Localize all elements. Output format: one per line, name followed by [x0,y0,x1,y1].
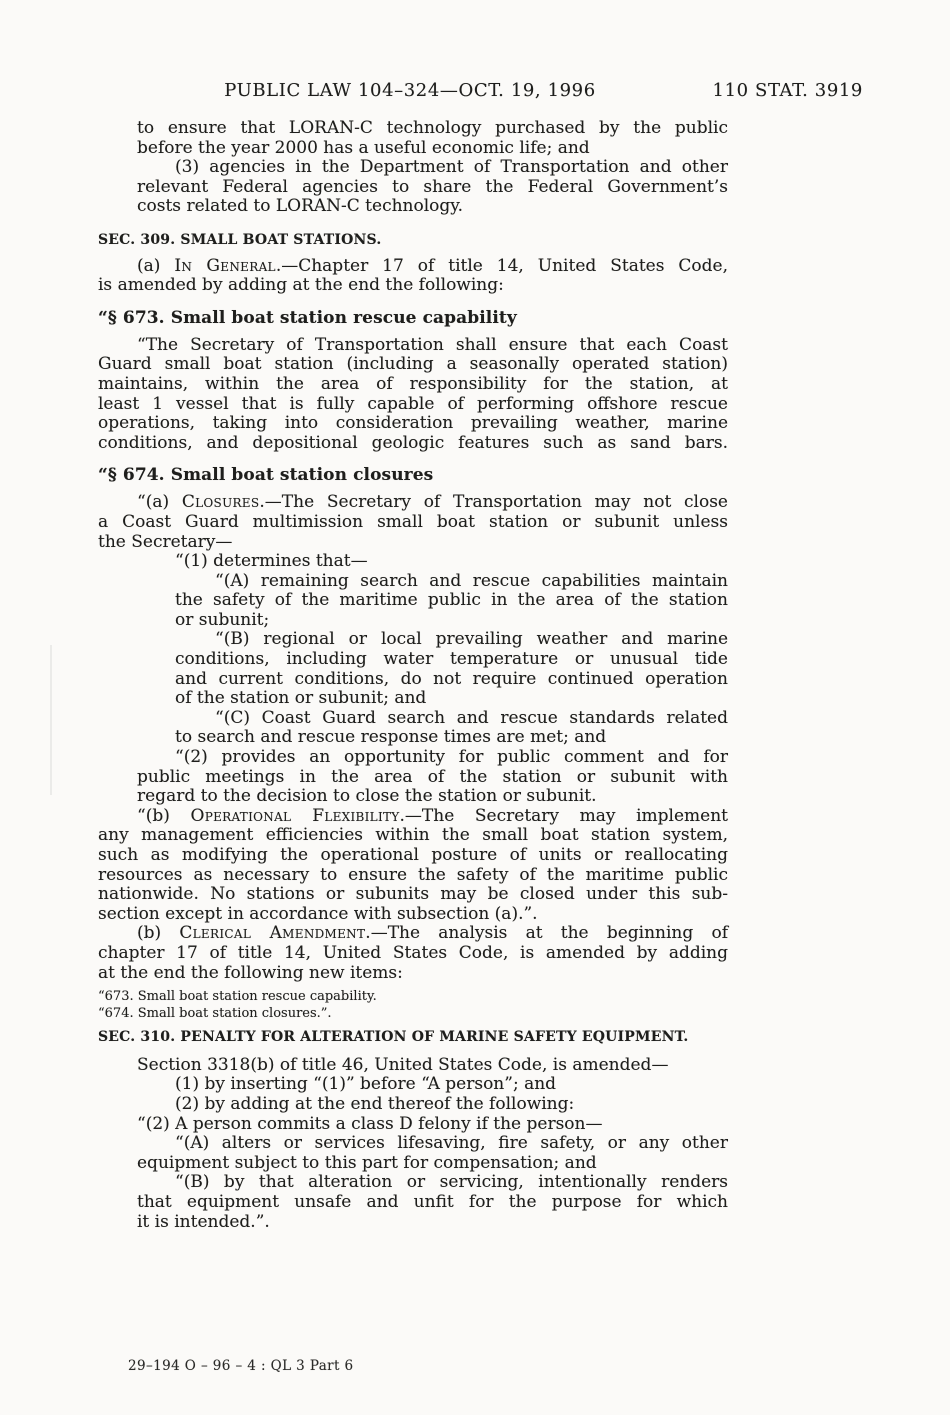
text-line: the Secretary— [98,531,233,552]
text-line: of the station or subunit; and [175,688,427,709]
text-line: that equipment unsafe and unfit for the purpose for which [137,1191,728,1212]
enum-label: “(b) [137,805,191,826]
text-line [137,924,728,944]
text-line: section except in accordance with subsection (a).”. [98,903,538,924]
text-line: to search and rescue response times are met; and [175,727,607,748]
analysis-item: “673. Small boat station rescue capability. [98,989,377,1005]
text-line: and current conditions, do not require continued operation [175,668,728,689]
sec-310-heading: SEC. 310. PENALTY FOR ALTERATION OF MARINE SAFETY EQUIPMENT. [98,1029,689,1046]
text-line: least 1 vessel that is fully capable of performing offshore rescue [98,393,728,414]
small-caps-term: Clerical Amendment [179,923,366,944]
text-line: public meetings in the area of the station or subunit with [137,766,728,787]
text-line: Section 3318(b) of title 46, United States Code, is amended— [137,1054,669,1075]
text-line: (2) by adding at the end thereof the following: [175,1093,575,1114]
line-text: .—The Secretary of Transportation may not close [259,492,728,513]
running-header-stat-number: 110 STAT. 3919 [712,80,863,101]
sec-309-heading: SEC. 309. SMALL BOAT STATIONS. [98,231,382,248]
text-line: “(A) remaining search and rescue capabilities maintain [215,570,728,591]
text-line: resources as necessary to ensure the safety of the maritime public [98,864,728,885]
text-line [137,807,728,827]
text-line: is amended by adding at the end the following: [98,275,504,296]
statute-body [98,119,728,1232]
text-line: or subunit; [175,609,270,630]
text-line: at the end the following new items: [98,962,403,983]
text-line [137,493,728,513]
text-line: a Coast Guard multimission small boat station or subunit unless [98,511,728,532]
text-line: chapter 17 of title 14, United States Code, is amended by adding [98,942,728,963]
text-line: relevant Federal agencies to share the Federal Government’s [137,176,728,197]
text-line: regard to the decision to close the station or subunit. [137,786,597,807]
text-line: before the year 2000 has a useful economic life; and [137,137,590,158]
small-caps-term: In General [174,255,276,276]
enum-label: “(a) [137,492,182,513]
text-line: conditions, including water temperature or unusual tide [175,649,728,670]
text-line: “(A) alters or services lifesaving, fire safety, or any other [175,1133,728,1154]
text-line: any management efficiencies within the small boat station system, [98,825,728,846]
text-line: to ensure that LORAN-C technology purchased by the public [137,118,728,138]
text-line: nationwide. No stations or subunits may be closed under this sub- [98,884,728,905]
line-text: .—The Secretary may implement [399,805,729,826]
text-line: (1) by inserting “(1)” before “A person”; and [175,1074,557,1095]
usc-674-heading: “§ 674. Small boat station closures [98,465,434,486]
text-line: “(1) determines that— [175,551,368,572]
text-line: costs related to LORAN-C technology. [137,196,464,217]
text-line: (3) agencies in the Department of Transportation and other [175,157,728,178]
small-caps-term: Operational Flexibility [190,805,400,826]
text-line: maintains, within the area of responsibility for the station, at [98,373,728,394]
text-line: the safety of the maritime public in the area of the station [175,590,728,611]
gpo-imprint-line: 29–194 O – 96 – 4 : QL 3 Part 6 [128,1358,354,1374]
text-line: “(B) regional or local prevailing weather and marine [215,629,728,650]
small-caps-term: Closures [181,492,260,513]
text-line: “(2) A person commits a class D felony if the person— [137,1113,603,1134]
running-header-law-title: PUBLIC LAW 104–324—OCT. 19, 1996 [224,80,596,101]
text-line: equipment subject to this part for compensation; and [137,1152,597,1173]
text-line: “(C) Coast Guard search and rescue standards related [215,707,728,728]
text-line: Guard small boat station (including a seasonally operated station) [98,354,728,375]
text-line: it is intended.”. [137,1211,270,1232]
text-line: “The Secretary of Transportation shall ensure that each Coast [137,334,728,355]
chapter-analysis-items [98,988,728,1022]
usc-673-heading: “§ 673. Small boat station rescue capability [98,307,517,328]
line-text: .—Chapter 17 of title 14, United States Code, [275,255,728,276]
analysis-item: “674. Small boat station closures.”. [98,1006,332,1022]
enum-label: (b) [137,923,180,944]
text-line: such as modifying the operational posture of units or reallocating [98,845,728,865]
text-line: “(2) provides an opportunity for public comment and for [175,747,728,768]
text-line: operations, taking into consideration prevailing weather, marine [98,413,728,434]
line-text: .—The analysis at the beginning of [365,923,728,944]
text-line [137,257,728,277]
text-line: “(B) by that alteration or servicing, intentionally renders [175,1172,728,1193]
text-line: conditions, and depositional geologic features such as sand bars. [98,432,728,453]
scan-artifact-line [50,645,52,795]
enum-label: (a) [137,255,175,276]
